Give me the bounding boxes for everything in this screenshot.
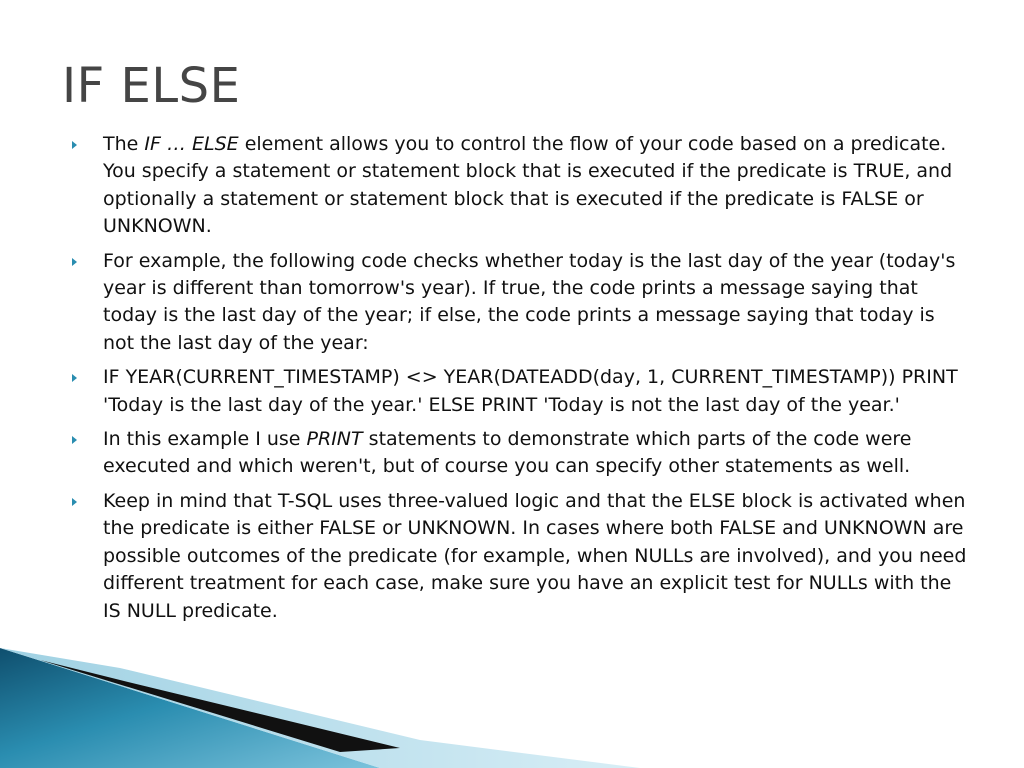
bullet-emphasis: PRINT <box>306 428 363 451</box>
bullet-text: IF YEAR(CURRENT_TIMESTAMP) <> YEAR(DATEADD(day, 1, CURRENT_TIMESTAMP)) PRINT 'Today is the last day of the year.' ELSE PRINT 'Today is not the last day of the year.' <box>103 366 958 416</box>
bullet-text: Keep in mind that T-SQL uses three-valued logic and that the ELSE block is activated when the predicate is either FALSE or UNKNOWN. In cases where both FALSE and UNKNOWN are possible outcomes of the predicate (for example, when NULLs are involved), and you need different treatment for each case, make sure you have an explicit test for NULLs with the IS NULL predicate. <box>103 489 967 622</box>
bullet-text <box>103 428 911 477</box>
bullet-text-segment: statements to demonstrate which parts of the code were executed and which weren't, but of course you can specify other statements as well. <box>103 428 912 478</box>
triangle-bullet-icon <box>72 141 77 149</box>
bullet-text-segment: The <box>103 133 145 155</box>
bullet-item <box>70 131 970 241</box>
bullet-emphasis: IF … ELSE <box>144 133 239 155</box>
bullet-item <box>70 364 970 419</box>
triangle-bullet-icon <box>72 436 77 444</box>
triangle-bullet-icon <box>72 498 77 506</box>
bullet-item <box>70 248 970 358</box>
bullet-text-segment: In this example I use <box>103 428 307 451</box>
bullet-item <box>70 488 970 625</box>
bullet-item <box>70 426 970 481</box>
bullet-text: For example, the following code checks whether today is the last day of the year (today's year is different than tomorrow's year). If true, the code prints a message saying that today is the last day of the year; if else, the code prints a message saying that today is not the last day of the year: <box>103 249 956 354</box>
slide-title: IF ELSE <box>62 58 241 114</box>
bullet-text-segment: element allows you to control the flow of your code based on a predicate. You specify a statement or statement block that is executed if the predicate is TRUE, and optionally a statement or statement block that is executed if the predicate is FALSE or UNKNOWN. <box>103 133 953 238</box>
triangle-bullet-icon <box>72 374 77 382</box>
bullet-list <box>70 131 970 632</box>
triangle-bullet-icon <box>72 258 77 266</box>
bullet-text <box>103 133 952 237</box>
